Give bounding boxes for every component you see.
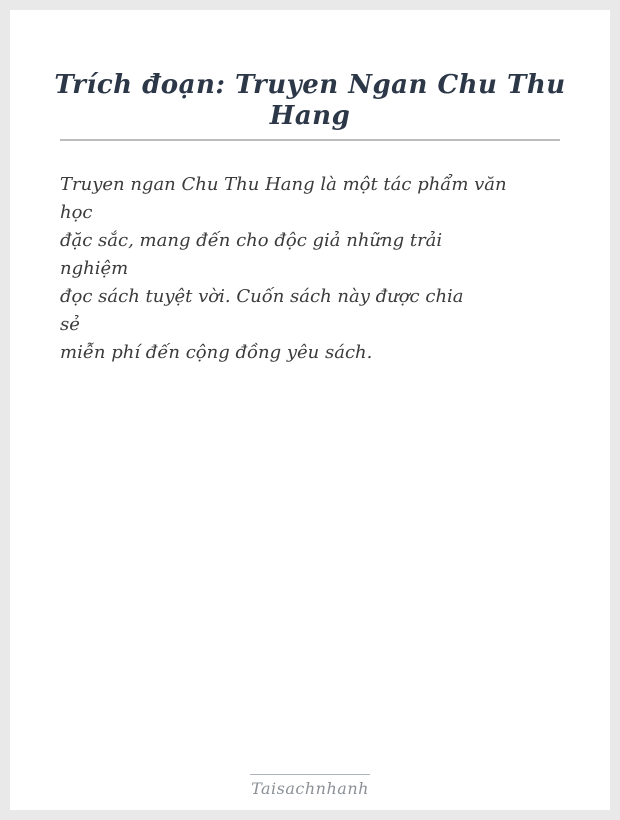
title-divider <box>60 139 560 141</box>
body-line: đặc sắc, mang đến cho độc giả những trải <box>60 230 443 252</box>
excerpt-body <box>10 171 610 367</box>
body-line: đọc sách tuyệt vời. Cuốn sách này được chia <box>60 286 464 308</box>
body-line: nghiệm <box>60 258 129 280</box>
body-line: học <box>60 202 93 224</box>
footer-divider <box>250 774 370 775</box>
body-line: sẻ <box>60 314 80 336</box>
body-line: miễn phí đến cộng đồng yêu sách. <box>60 342 373 364</box>
footer-signature: Taisachnhanh <box>251 779 369 798</box>
page-footer <box>10 774 610 798</box>
page-title: Trích đoạn: Truyen Ngan Chu Thu Hang <box>54 70 566 132</box>
document-page <box>10 10 610 810</box>
body-line: Truyen ngan Chu Thu Hang là một tác phẩm văn <box>60 174 507 196</box>
